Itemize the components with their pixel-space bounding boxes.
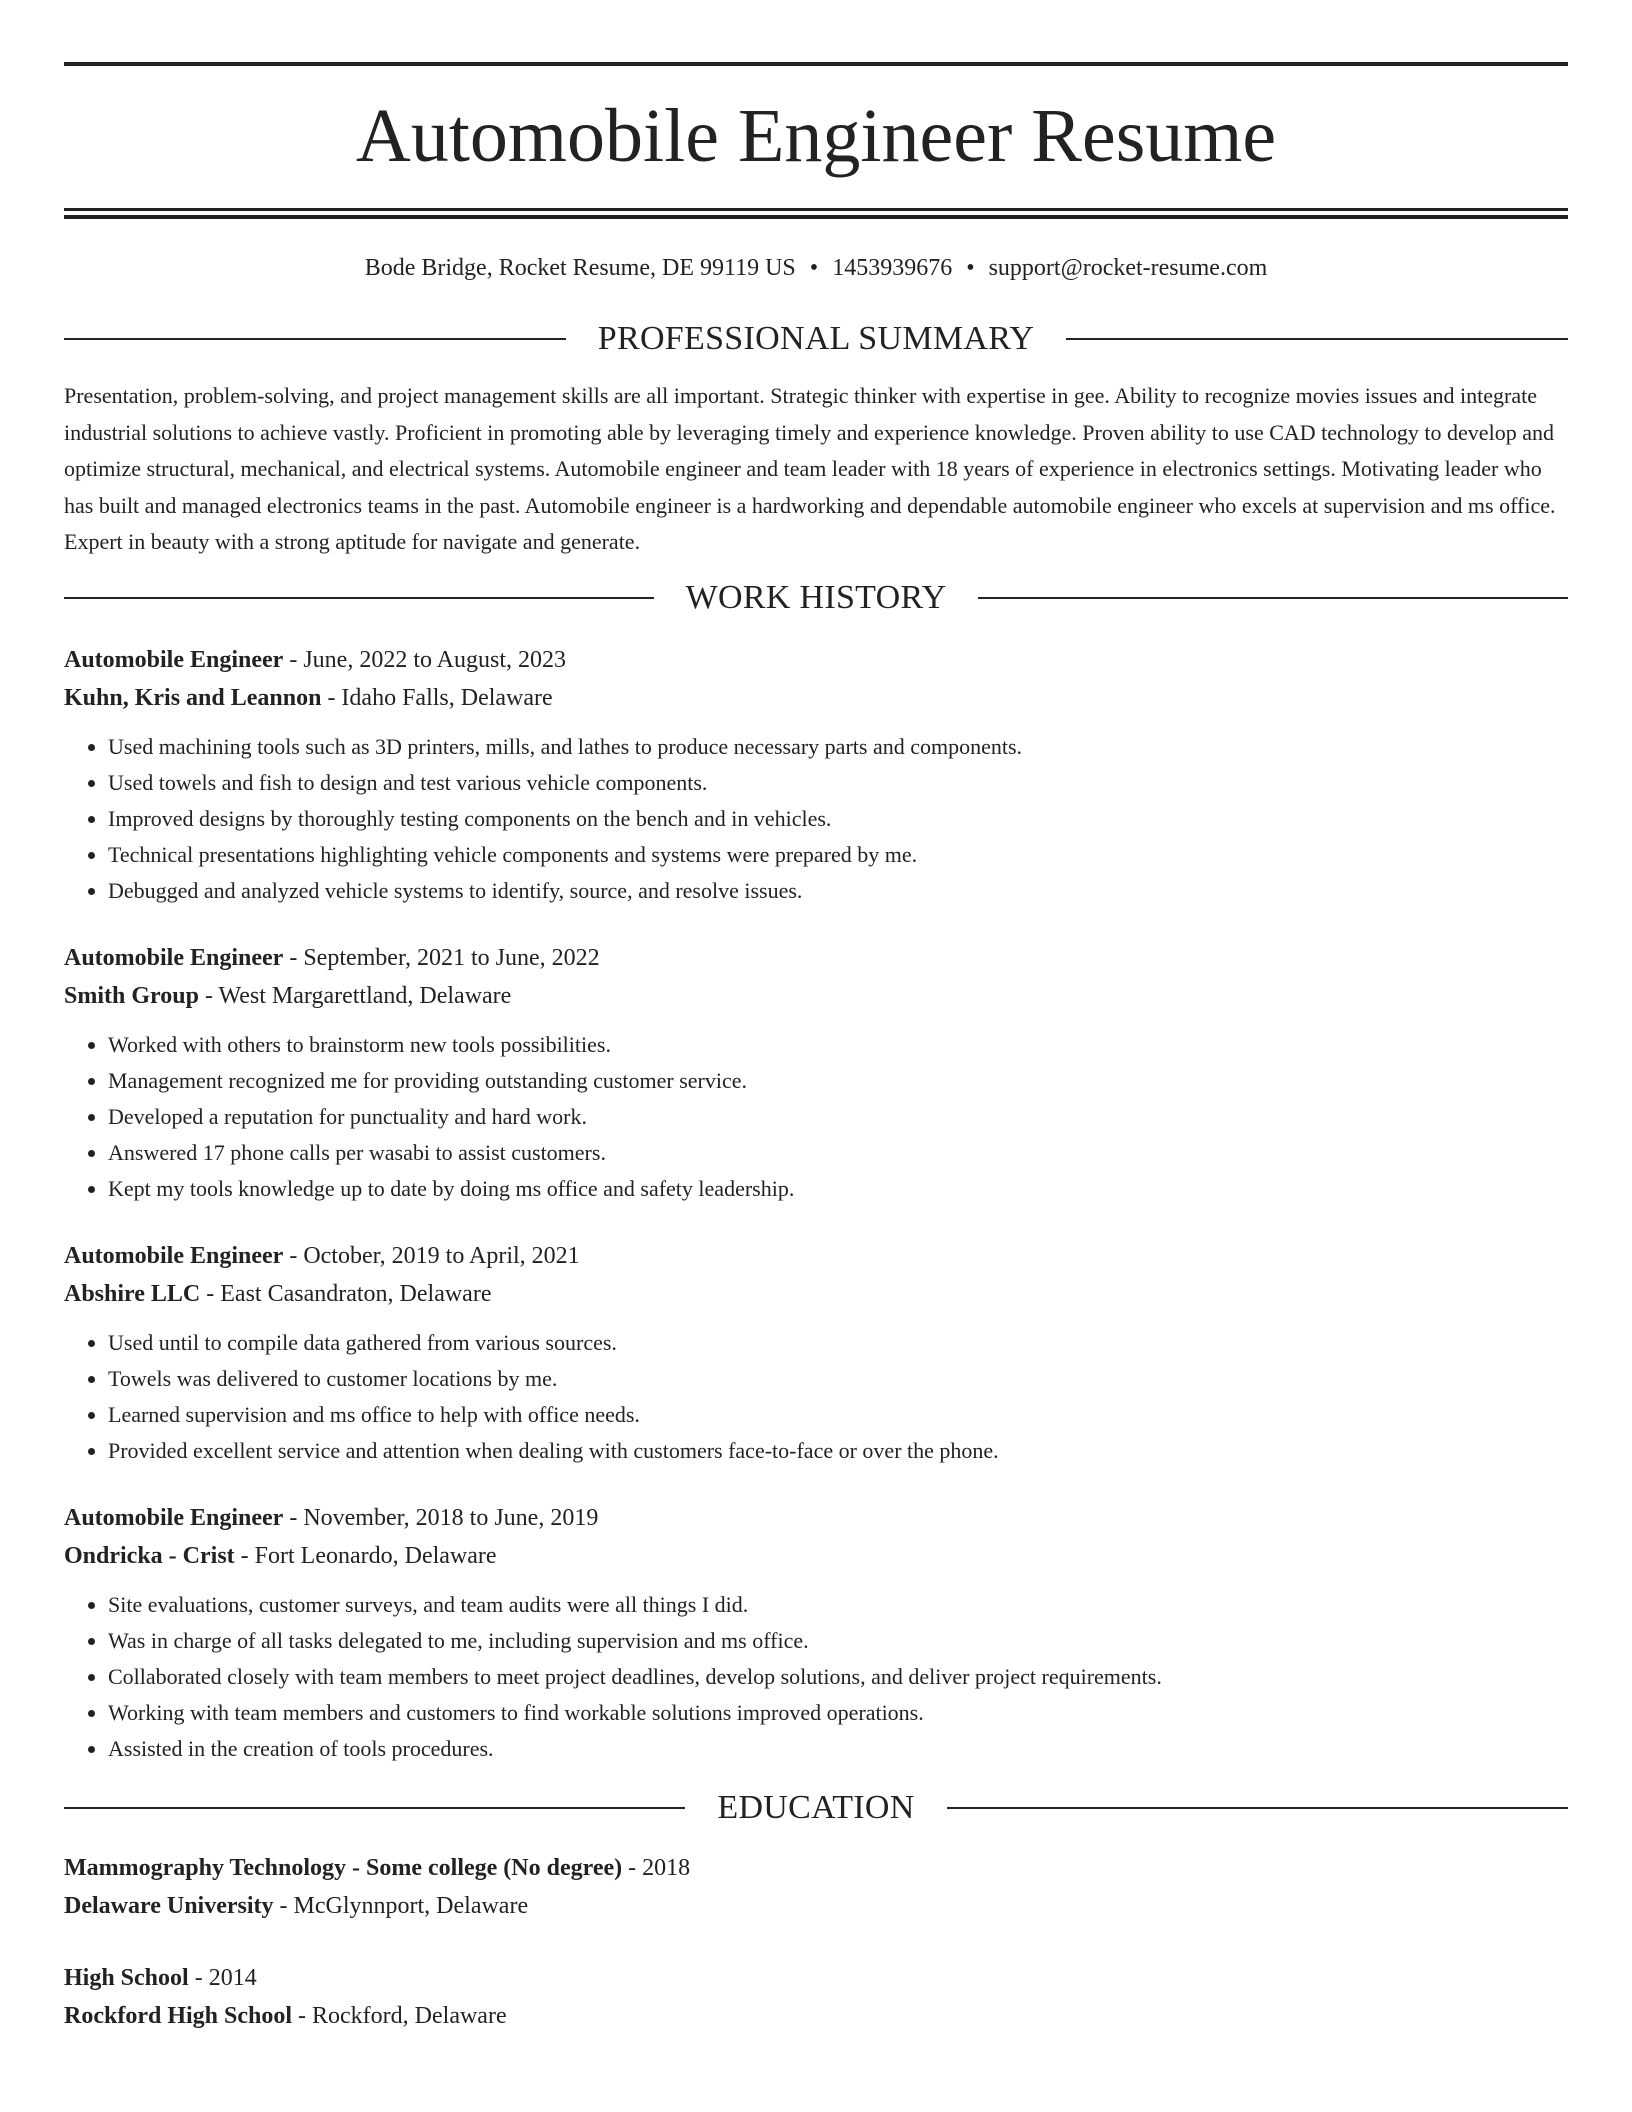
- job-company: Ondricka - Crist: [64, 1542, 235, 1569]
- job-location: - Fort Leonardo, Delaware: [234, 1542, 497, 1569]
- job-dates: - September, 2021 to June, 2022: [283, 944, 600, 971]
- job-bullet: • Provided excellent service and attention when dealing with customers face-to-face or over the phone.: [108, 1433, 1568, 1469]
- job-bullet: • Site evaluations, customer surveys, and team audits were all things I did.: [108, 1587, 1568, 1623]
- heading-rule-left: [64, 1807, 685, 1809]
- education-section-heading: [64, 1789, 1568, 1827]
- job-title: Automobile Engineer: [64, 944, 284, 971]
- job-bullet: • Improved designs by thoroughly testing components on the bench and in vehicles.: [108, 801, 1568, 837]
- job-bullet: • Used towels and fish to design and test various vehicle components.: [108, 765, 1568, 801]
- resume-page: [64, 0, 1568, 2035]
- job-location: - West Margarettland, Delaware: [198, 982, 512, 1009]
- heading-rule-right: [1066, 338, 1568, 340]
- job-bullets: [64, 729, 1568, 909]
- heading-rule-left: [64, 597, 654, 599]
- job-bullet: • Worked with others to brainstorm new tools possibilities.: [108, 1027, 1568, 1063]
- job-bullet: • Learned supervision and ms office to help with office needs.: [108, 1397, 1568, 1433]
- education-year: - 2018: [622, 1854, 691, 1881]
- education-entry: [64, 1959, 1568, 2035]
- resume-title: Automobile Engineer Resume: [355, 94, 1277, 178]
- header-double-rule: [64, 208, 1568, 219]
- summary-section-heading: [64, 320, 1568, 358]
- contact-separator: •: [966, 255, 975, 281]
- contact-phone[interactable]: 1453939676: [832, 255, 953, 281]
- heading-rule-left: [64, 338, 566, 340]
- job-bullet: • Assisted in the creation of tools procedures.: [108, 1731, 1568, 1767]
- job-bullet: • Working with team members and customers to find workable solutions improved operations.: [108, 1695, 1568, 1731]
- job-company: Smith Group: [64, 982, 199, 1009]
- heading-rule-right: [978, 597, 1568, 599]
- job-location: - Idaho Falls, Delaware: [321, 684, 553, 711]
- education-degree: Mammography Technology - Some college (No degree): [64, 1854, 623, 1881]
- job-title: Automobile Engineer: [64, 1242, 284, 1269]
- job-title: Automobile Engineer: [64, 646, 284, 673]
- job-dates: - November, 2018 to June, 2019: [283, 1504, 599, 1531]
- education-year: - 2014: [188, 1964, 257, 1991]
- job-bullet: • Management recognized me for providing outstanding customer service.: [108, 1063, 1568, 1099]
- job-bullet: • Kept my tools knowledge up to date by doing ms office and safety leadership.: [108, 1171, 1568, 1207]
- job-bullet: • Technical presentations highlighting vehicle components and systems were prepared by me.: [108, 837, 1568, 873]
- education-school: Delaware University: [64, 1892, 274, 1919]
- summary-heading-text: PROFESSIONAL SUMMARY: [597, 320, 1035, 357]
- summary-paragraph: Presentation, problem-solving, and project management skills are all important. Strategic thinker with expertise in gee. Ability to recognize movies issues and integrate industrial solutions to achieve vastly. Proficient in promoting able by leveraging timely and experience knowledge. Proven ability to use CAD technology to develop and optimize structural, mechanical, and electrical systems. Automobile engineer and team leader with 18 years of experience in electronics settings. Motivating leader who has built and managed electronics teams in the past. Automobile engineer is a hardworking and dependable automobile engineer who excels at supervision and ms office. Expert in beauty with a strong aptitude for navigate and generate.: [64, 383, 1556, 554]
- job-bullets: [64, 1325, 1568, 1469]
- education-degree: High School: [64, 1964, 189, 1991]
- job-entry: [64, 1237, 1568, 1469]
- job-entry: [64, 1499, 1568, 1767]
- heading-rule-right: [947, 1807, 1568, 1809]
- education-entry: [64, 1849, 1568, 1925]
- job-entry: [64, 939, 1568, 1207]
- job-bullet: • Answered 17 phone calls per wasabi to assist customers.: [108, 1135, 1568, 1171]
- job-bullet: • Collaborated closely with team members to meet project deadlines, develop solutions, and deliver project requirements.: [108, 1659, 1568, 1695]
- education-school: Rockford High School: [64, 2002, 293, 2029]
- job-title: Automobile Engineer: [64, 1504, 284, 1531]
- job-bullet: • Developed a reputation for punctuality and hard work.: [108, 1099, 1568, 1135]
- job-company: Abshire LLC: [64, 1280, 201, 1307]
- job-bullet: • Used machining tools such as 3D printers, mills, and lathes to produce necessary parts and components.: [108, 729, 1568, 765]
- job-entry: [64, 641, 1568, 909]
- job-bullets: [64, 1587, 1568, 1767]
- job-location: - East Casandraton, Delaware: [200, 1280, 492, 1307]
- contact-line: [64, 255, 1568, 282]
- job-bullet: • Used until to compile data gathered from various sources.: [108, 1325, 1568, 1361]
- work-history-section-heading: [64, 579, 1568, 617]
- contact-email[interactable]: support@rocket-resume.com: [988, 255, 1268, 281]
- job-bullet: • Towels was delivered to customer locations by me.: [108, 1361, 1568, 1397]
- work-history-heading-text: WORK HISTORY: [685, 578, 947, 616]
- education-heading-text: EDUCATION: [717, 1788, 915, 1826]
- job-bullet: • Debugged and analyzed vehicle systems to identify, source, and resolve issues.: [108, 873, 1568, 909]
- job-bullet: • Was in charge of all tasks delegated to me, including supervision and ms office.: [108, 1623, 1568, 1659]
- education-location: - Rockford, Delaware: [292, 2002, 507, 2029]
- job-bullets: [64, 1027, 1568, 1207]
- education-location: - McGlynnport, Delaware: [273, 1892, 529, 1919]
- job-dates: - October, 2019 to April, 2021: [283, 1242, 580, 1269]
- contact-address: Bode Bridge, Rocket Resume, DE 99119 US: [364, 255, 796, 281]
- job-company: Kuhn, Kris and Leannon: [64, 684, 322, 711]
- contact-separator: •: [809, 255, 819, 281]
- job-dates: - June, 2022 to August, 2023: [283, 646, 566, 673]
